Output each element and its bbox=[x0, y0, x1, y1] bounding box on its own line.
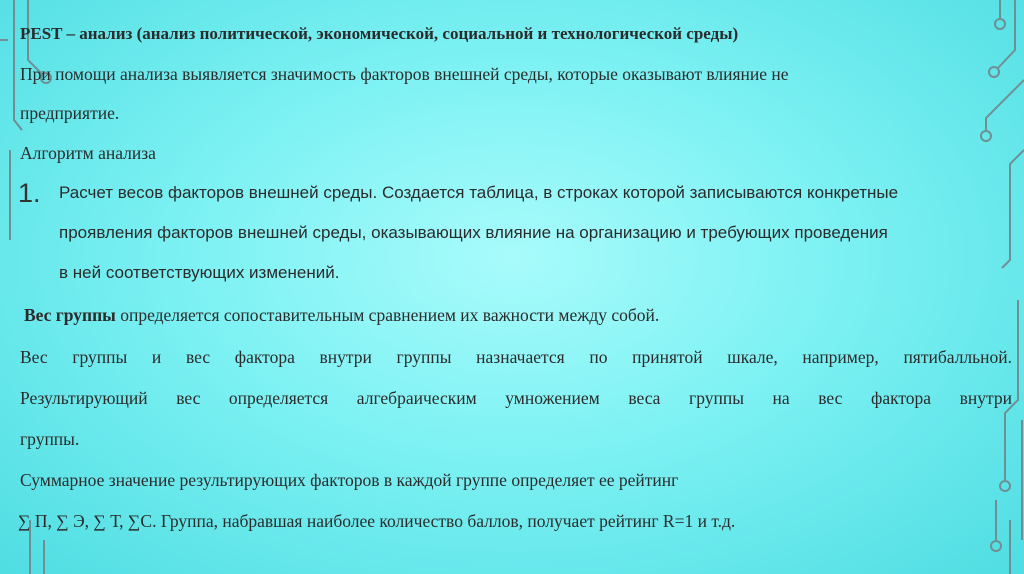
weights-paragraph-line-3: группы. bbox=[20, 429, 80, 449]
algorithm-label: Алгоритм анализа bbox=[20, 143, 156, 163]
group-weight-paragraph bbox=[24, 305, 659, 326]
step-1-number: 1. bbox=[18, 178, 41, 208]
summary-text: Суммарное значение результирующих факторов в каждой группе определяет ее рейтинг bbox=[20, 470, 679, 490]
slide-title: PEST – анализ (анализ политической, экономической, социальной и технологической среды) bbox=[20, 24, 739, 43]
weights-paragraph-line-1: Вес группы и вес фактора внутри группы назначается по принятой шкале, например, пятибалльной. bbox=[20, 347, 1012, 367]
step-1-line-2: проявления факторов внешней среды, оказывающих влияние на организацию и требующих проведения bbox=[59, 223, 888, 242]
weights-paragraph-line-2: Результирующий вес определяется алгебраическим умножением веса группы на вес фактора внутри bbox=[20, 388, 1012, 408]
formula-text: ∑ П, ∑ Э, ∑ Т, ∑С. Группа, набравшая наиболее количество баллов, получает рейтинг R=1 и т.д. bbox=[18, 511, 736, 531]
step-1-line-3: в ней соответствующих изменений. bbox=[59, 263, 340, 282]
group-weight-definition: определяется сопоставительным сравнением их важности между собой. bbox=[115, 305, 660, 325]
intro-text-line-1: При помощи анализа выявляется значимость факторов внешней среды, которые оказывают влияние не bbox=[20, 64, 789, 84]
intro-text-line-2: предприятие. bbox=[20, 103, 120, 123]
step-1-line-1: Расчет весов факторов внешней среды. Создается таблица, в строках которой записываются конкретные bbox=[59, 183, 899, 202]
group-weight-term: Вес группы bbox=[24, 305, 116, 325]
